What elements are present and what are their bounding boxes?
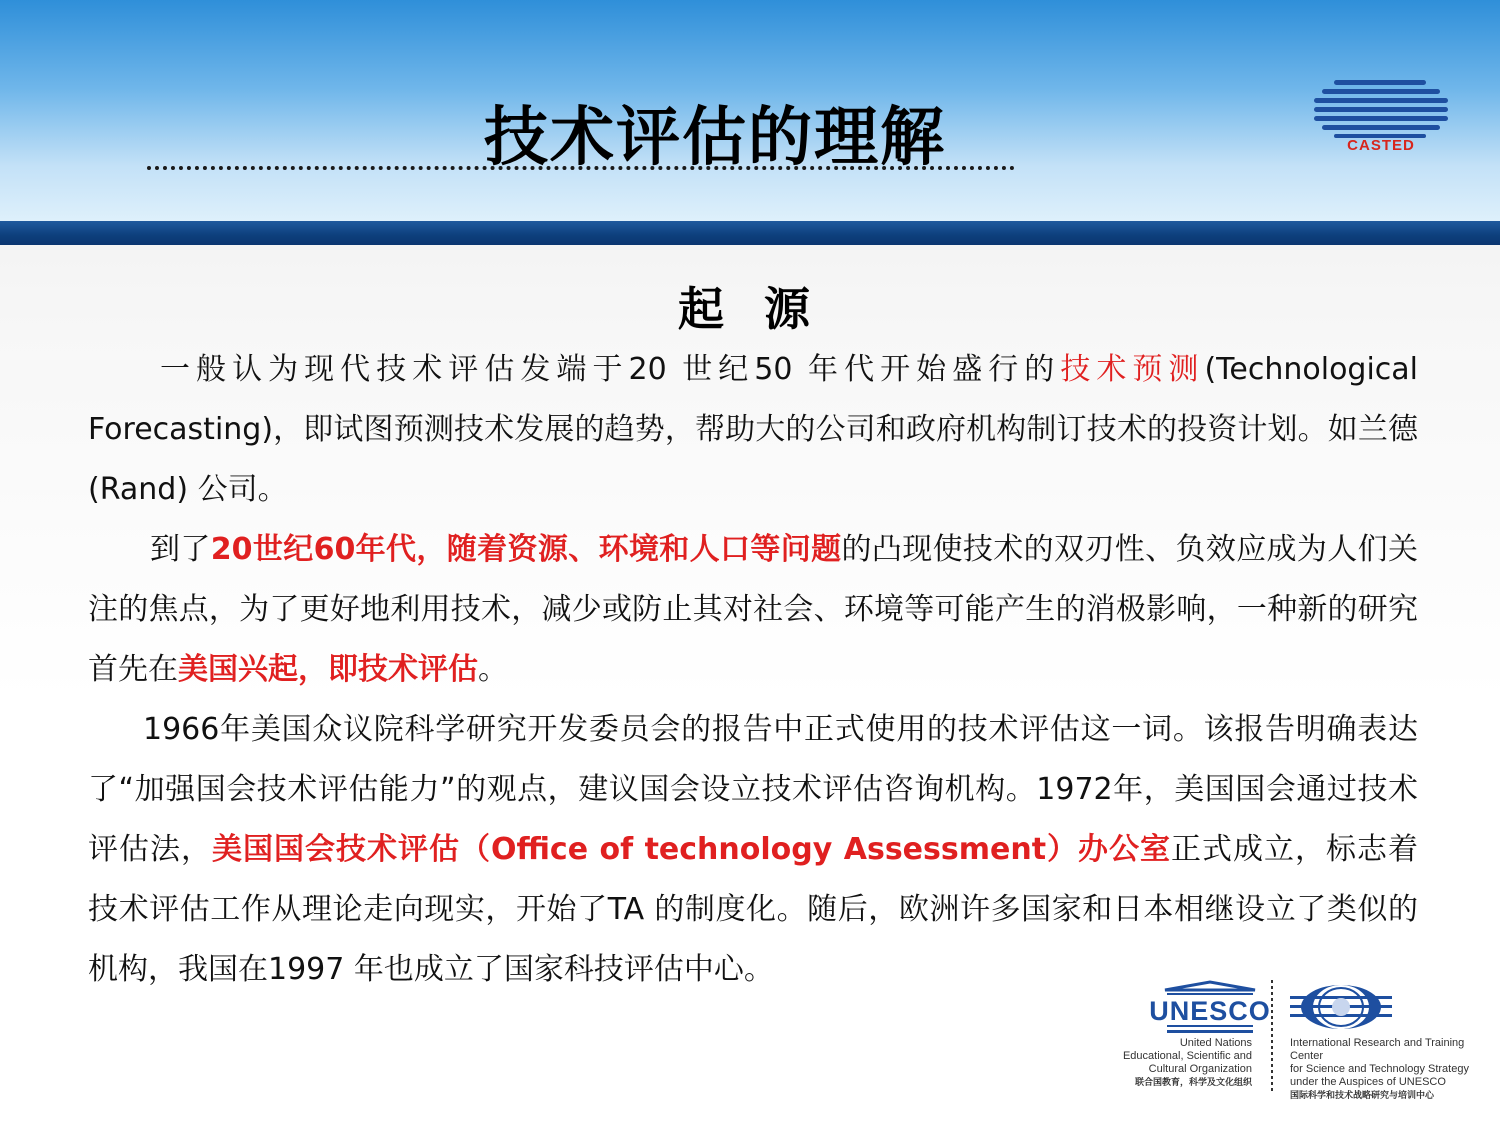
p3-text-c: 正式成立，标志着技术评估工作从理论走向现实，开始了TA 的制度化。随后，欧洲许多国家和日本相继设立了类似的机构，我国在1997 年也成立了国家科技评估中心。 bbox=[88, 832, 1419, 987]
title-dotted-underline bbox=[147, 166, 1015, 170]
p3-text-a: 1966年美国众议院科学研究开发委员会的报告中正式使用的技术评估这一词。该报告明确表达了“加强国会技术评估能力”的观点，建议国会设立技术评估咨询机构。1972年，美国国会通过技术评估法， bbox=[88, 712, 1418, 867]
p1-text-a: 一般认为现代技术评估发端于20 世纪50 年代开始盛行的 bbox=[160, 352, 1061, 387]
casted-logo-text: CASTED bbox=[1347, 137, 1415, 154]
unesco-logo-text: UNESCO bbox=[1149, 996, 1271, 1026]
paragraph-ota bbox=[88, 700, 1418, 1000]
unesco-caption-line: Educational, Scientific and bbox=[1122, 1050, 1252, 1062]
p2-highlight-us-ta: 美国兴起，即技术评估 bbox=[178, 652, 478, 687]
irtc-caption-line-cn: 国际科学和技术战略研究与培训中心 bbox=[1290, 1090, 1435, 1100]
p1-text-c: (Technological Forecasting)，即试图预测技术发展的趋势，帮助大的公司和政府机构制订技术的投资计划。如兰德(Rand) 公司。 bbox=[88, 352, 1419, 507]
irtc-caption-line: under the Auspices of UNESCO bbox=[1290, 1076, 1446, 1088]
irtc-globe-logo bbox=[1290, 985, 1392, 1029]
paragraph-origin bbox=[88, 340, 1418, 520]
unesco-caption-line: Cultural Organization bbox=[1148, 1063, 1252, 1075]
section-subtitle: 起 源 bbox=[677, 282, 822, 336]
irtc-caption-line: for Science and Technology Strategy bbox=[1290, 1063, 1469, 1075]
unesco-caption-line: United Nations bbox=[1179, 1037, 1252, 1049]
paragraph-1960s bbox=[88, 520, 1418, 700]
unesco-caption-line-cn: 联合国教育，科学及文化组织 bbox=[1134, 1077, 1252, 1087]
p2-highlight-1960s: 20世纪60年代，随着资源、环境和人口等问题 bbox=[210, 532, 842, 567]
header-divider-bar bbox=[0, 221, 1500, 245]
p2-text-a: 到了 bbox=[150, 532, 211, 567]
p2-text-e: 。 bbox=[478, 652, 508, 687]
unesco-logo bbox=[1149, 982, 1271, 1033]
p1-highlight-tech-forecast: 技术预测 bbox=[1060, 352, 1205, 387]
slide-title: 技术评估的理解 bbox=[484, 101, 946, 175]
p2-text-c: 的凸现使技术的双刃性、负效应成为人们关注的焦点，为了更好地利用技术，减少或防止其对社会、环境等可能产生的消极影响，一种新的研究首先在 bbox=[88, 532, 1419, 687]
p3-highlight-ota: 美国国会技术评估（Office of technology Assessment）办公室 bbox=[211, 832, 1172, 867]
content-body bbox=[88, 340, 1418, 1000]
casted-logo bbox=[1312, 74, 1450, 154]
unesco-caption bbox=[1123, 1037, 1252, 1089]
irtc-caption-line: International Research and Training Center bbox=[1290, 1037, 1465, 1062]
irtc-caption bbox=[1290, 1037, 1500, 1102]
